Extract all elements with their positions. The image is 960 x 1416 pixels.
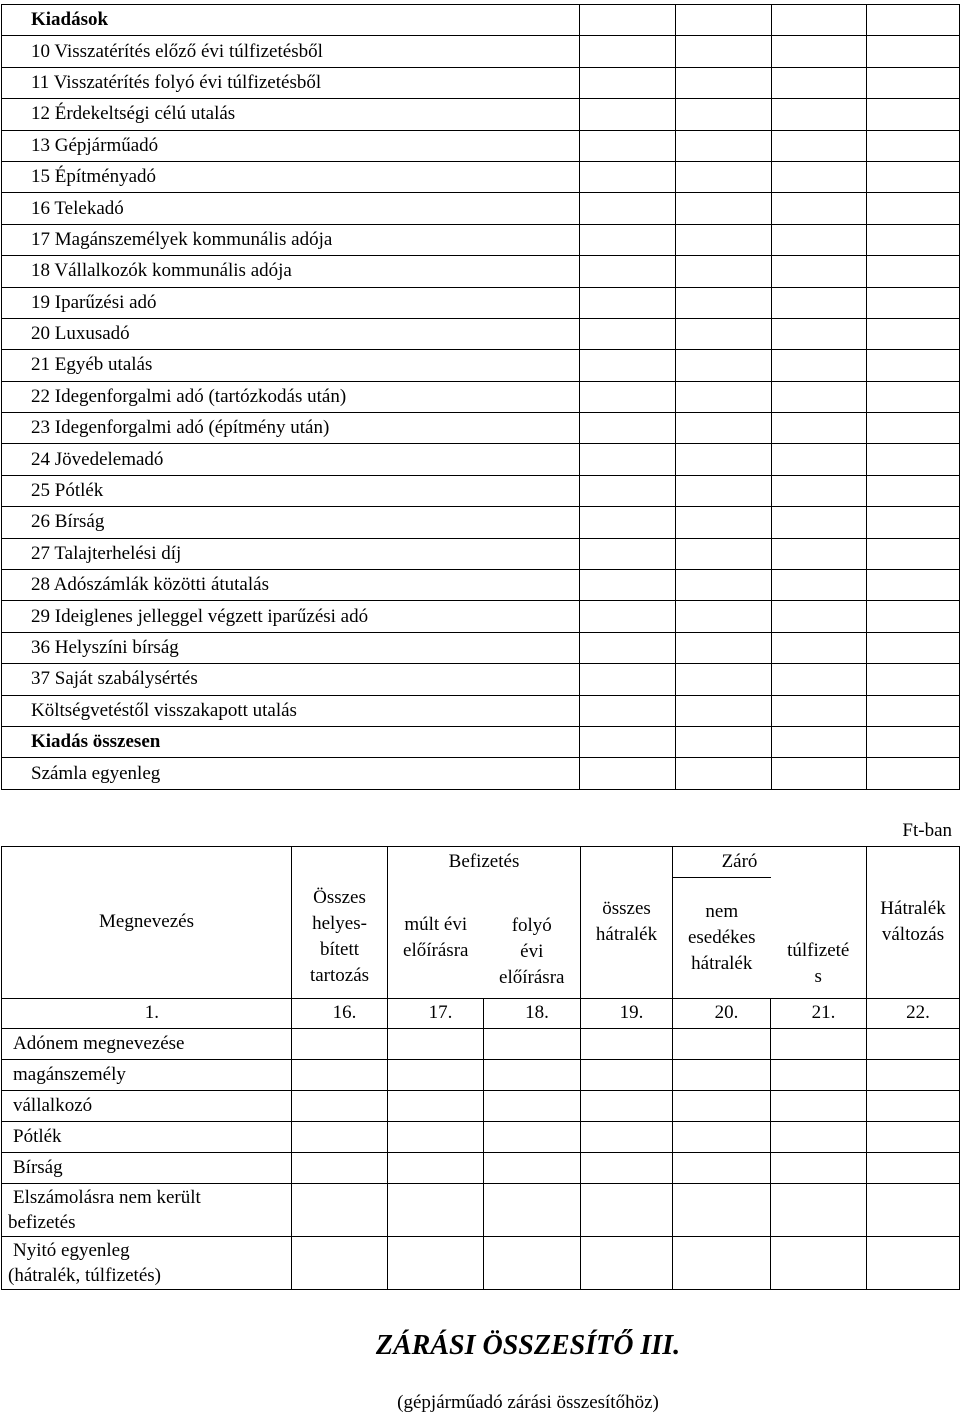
table-row	[2, 1152, 960, 1183]
kiadas-osszesen-row	[2, 726, 960, 757]
value-cell	[580, 5, 676, 36]
kiadas-row	[2, 193, 960, 224]
value-cell	[867, 99, 960, 130]
value-cell	[867, 161, 960, 192]
kiadas-row-label: 24 Jövedelemadó	[2, 444, 580, 475]
kiadas-row	[2, 256, 960, 287]
kiadas-osszesen-row-label: Kiadás összesen	[2, 726, 580, 757]
value-cell	[580, 413, 676, 444]
value-cell	[867, 632, 960, 663]
value-cell	[676, 318, 772, 349]
kiadas-row-label: 10 Visszatérítés előző évi túlfizetésből	[2, 36, 580, 67]
kiadas-row-label: 29 Ideiglenes jelleggel végzett iparűzési adó	[2, 601, 580, 632]
value-cell	[772, 36, 867, 67]
kiadas-row-label: 28 Adószámlák közötti átutalás	[2, 570, 580, 601]
value-cell	[867, 444, 960, 475]
value-cell	[580, 507, 676, 538]
value-cell	[484, 1183, 581, 1236]
value-cell	[676, 381, 772, 412]
value-cell	[580, 99, 676, 130]
kiadasok-header-row-label: Kiadások	[2, 5, 580, 36]
value-cell	[580, 161, 676, 192]
value-cell	[867, 256, 960, 287]
value-cell	[676, 36, 772, 67]
value-cell	[772, 695, 867, 726]
value-cell	[772, 570, 867, 601]
value-cell	[484, 1059, 581, 1090]
value-cell	[292, 1028, 388, 1059]
value-cell	[676, 193, 772, 224]
column-number: 16.	[292, 998, 388, 1028]
value-cell	[580, 444, 676, 475]
value-cell	[867, 1152, 960, 1183]
value-cell	[388, 1121, 484, 1152]
value-cell	[484, 1090, 581, 1121]
value-cell	[676, 601, 772, 632]
column-number: 21.	[771, 998, 867, 1028]
value-cell	[581, 1121, 673, 1152]
value-cell	[388, 1090, 484, 1121]
header-nem-esedekes: nem esedékes hátralék	[673, 878, 771, 999]
kiadas-row	[2, 475, 960, 506]
kiadas-row-label: 27 Talajterhelési díj	[2, 538, 580, 569]
kiadas-row	[2, 287, 960, 318]
value-cell	[867, 664, 960, 695]
header-zaro: Záró	[673, 847, 867, 878]
value-cell	[581, 1028, 673, 1059]
value-cell	[771, 1183, 867, 1236]
value-cell	[867, 287, 960, 318]
value-cell	[772, 664, 867, 695]
table-row	[2, 1236, 960, 1289]
value-cell	[581, 1183, 673, 1236]
value-cell	[867, 475, 960, 506]
value-cell	[771, 1090, 867, 1121]
value-cell	[867, 758, 960, 789]
value-cell	[867, 318, 960, 349]
value-cell	[580, 67, 676, 98]
value-cell	[772, 130, 867, 161]
value-cell	[676, 632, 772, 663]
value-cell	[867, 1090, 960, 1121]
value-cell	[581, 1152, 673, 1183]
value-cell	[581, 1236, 673, 1289]
table-row	[2, 1090, 960, 1121]
value-cell	[867, 67, 960, 98]
column-number: 20.	[673, 998, 771, 1028]
kiadas-row	[2, 413, 960, 444]
value-cell	[484, 1028, 581, 1059]
value-cell	[771, 1152, 867, 1183]
kiadas-row-label: 17 Magánszemélyek kommunális adója	[2, 224, 580, 255]
kiadas-row	[2, 601, 960, 632]
value-cell	[580, 601, 676, 632]
value-cell	[867, 224, 960, 255]
value-cell	[581, 1090, 673, 1121]
value-cell	[580, 193, 676, 224]
value-cell	[772, 601, 867, 632]
kiadas-row	[2, 381, 960, 412]
header-megnevezes: Megnevezés	[2, 847, 292, 999]
table-row	[2, 1183, 960, 1236]
row-label: Elszámolásra nem került befizetés	[2, 1183, 292, 1236]
value-cell	[580, 695, 676, 726]
value-cell	[867, 570, 960, 601]
value-cell	[772, 758, 867, 789]
kiadas-row-label: 26 Bírság	[2, 507, 580, 538]
value-cell	[867, 413, 960, 444]
row-label: Bírság	[2, 1152, 292, 1183]
value-cell	[580, 726, 676, 757]
value-cell	[676, 67, 772, 98]
value-cell	[673, 1028, 771, 1059]
page-title: ZÁRÁSI ÖSSZESÍTŐ III.	[375, 1330, 681, 1361]
value-cell	[580, 36, 676, 67]
kiadas-row-label: 18 Vállalkozók kommunális adója	[2, 256, 580, 287]
row-label: Adónem megnevezése	[2, 1028, 292, 1059]
value-cell	[772, 350, 867, 381]
value-cell	[676, 726, 772, 757]
value-cell	[771, 1028, 867, 1059]
value-cell	[676, 695, 772, 726]
value-cell	[867, 350, 960, 381]
value-cell	[581, 1059, 673, 1090]
value-cell	[676, 570, 772, 601]
column-number: 1.	[2, 998, 292, 1028]
value-cell	[676, 444, 772, 475]
value-cell	[580, 130, 676, 161]
value-cell	[867, 507, 960, 538]
value-cell	[772, 538, 867, 569]
kiadas-row	[2, 99, 960, 130]
column-number: 22.	[867, 998, 960, 1028]
value-cell	[772, 161, 867, 192]
value-cell	[484, 1152, 581, 1183]
value-cell	[676, 507, 772, 538]
kiadas-row	[2, 695, 960, 726]
value-cell	[580, 664, 676, 695]
table-row	[2, 1121, 960, 1152]
kiadas-row	[2, 632, 960, 663]
kiadas-row-label: 12 Érdekeltségi célú utalás	[2, 99, 580, 130]
kiadas-row-label: 36 Helyszíni bírság	[2, 632, 580, 663]
header-osszes-tartozas: Összes helyes- bített tartozás	[292, 847, 388, 999]
value-cell	[484, 1236, 581, 1289]
value-cell	[772, 444, 867, 475]
value-cell	[867, 601, 960, 632]
value-cell	[580, 256, 676, 287]
value-cell	[772, 193, 867, 224]
value-cell	[771, 1121, 867, 1152]
value-cell	[772, 99, 867, 130]
value-cell	[673, 1236, 771, 1289]
header-tulfizetes: túlfizeté s	[771, 878, 867, 999]
kiadas-row-label: 25 Pótlék	[2, 475, 580, 506]
value-cell	[867, 5, 960, 36]
value-cell	[388, 1183, 484, 1236]
kiadas-row	[2, 350, 960, 381]
value-cell	[580, 570, 676, 601]
value-cell	[867, 1236, 960, 1289]
value-cell	[676, 161, 772, 192]
value-cell	[580, 538, 676, 569]
kiadas-row	[2, 538, 960, 569]
kiadas-row-label: 15 Építményadó	[2, 161, 580, 192]
value-cell	[676, 99, 772, 130]
column-number: 17.	[388, 998, 484, 1028]
header-hatralek-valtozas: Hátralék változás	[867, 847, 960, 999]
value-cell	[867, 695, 960, 726]
value-cell	[580, 224, 676, 255]
kiadasok-header-row	[2, 5, 960, 36]
value-cell	[580, 350, 676, 381]
value-cell	[676, 256, 772, 287]
value-cell	[580, 287, 676, 318]
value-cell	[292, 1152, 388, 1183]
value-cell	[580, 632, 676, 663]
kiadas-row	[2, 570, 960, 601]
kiadas-row	[2, 161, 960, 192]
value-cell	[867, 130, 960, 161]
kiadas-row-label: 20 Luxusadó	[2, 318, 580, 349]
kiadas-row-label: 22 Idegenforgalmi adó (tartózkodás után)	[2, 381, 580, 412]
value-cell	[772, 256, 867, 287]
value-cell	[580, 318, 676, 349]
value-cell	[772, 318, 867, 349]
value-cell	[867, 381, 960, 412]
header-folyo-evi: folyó évi előírásra	[484, 878, 581, 999]
value-cell	[484, 1121, 581, 1152]
kiadasok-table	[1, 4, 960, 790]
kiadas-row-label: 11 Visszatérítés folyó évi túlfizetésből	[2, 67, 580, 98]
kiadas-row	[2, 664, 960, 695]
value-cell	[388, 1236, 484, 1289]
value-cell	[867, 1028, 960, 1059]
value-cell	[676, 475, 772, 506]
kiadas-row-label: 21 Egyéb utalás	[2, 350, 580, 381]
column-number-row	[2, 998, 960, 1028]
value-cell	[772, 507, 867, 538]
value-cell	[867, 1183, 960, 1236]
row-label: vállalkozó	[2, 1090, 292, 1121]
value-cell	[676, 758, 772, 789]
value-cell	[772, 287, 867, 318]
kiadas-row-label: Költségvetéstől visszakapott utalás	[2, 695, 580, 726]
value-cell	[772, 381, 867, 412]
header-mult-evi: múlt évi előírásra	[388, 878, 484, 999]
value-cell	[867, 193, 960, 224]
value-cell	[292, 1059, 388, 1090]
header-befizetes: Befizetés	[388, 847, 581, 878]
value-cell	[580, 381, 676, 412]
unit-label: Ft-ban	[902, 820, 952, 841]
value-cell	[580, 758, 676, 789]
value-cell	[772, 726, 867, 757]
value-cell	[867, 538, 960, 569]
value-cell	[676, 350, 772, 381]
row-label: magánszemély	[2, 1059, 292, 1090]
value-cell	[673, 1090, 771, 1121]
kiadas-row-label: 23 Idegenforgalmi adó (építmény után)	[2, 413, 580, 444]
value-cell	[867, 726, 960, 757]
value-cell	[772, 413, 867, 444]
value-cell	[867, 1059, 960, 1090]
value-cell	[292, 1236, 388, 1289]
page-subtitle: (gépjárműadó zárási összesítőhöz)	[397, 1392, 659, 1413]
value-cell	[771, 1059, 867, 1090]
kiadas-row	[2, 444, 960, 475]
value-cell	[772, 632, 867, 663]
value-cell	[673, 1059, 771, 1090]
value-cell	[292, 1090, 388, 1121]
value-cell	[772, 67, 867, 98]
value-cell	[772, 224, 867, 255]
value-cell	[771, 1236, 867, 1289]
row-label: Nyitó egyenleg (hátralék, túlfizetés)	[2, 1236, 292, 1289]
row-label: Pótlék	[2, 1121, 292, 1152]
value-cell	[676, 5, 772, 36]
szamla-egyenleg-row	[2, 758, 960, 789]
value-cell	[580, 475, 676, 506]
kiadas-row	[2, 318, 960, 349]
value-cell	[673, 1121, 771, 1152]
kiadas-row	[2, 130, 960, 161]
value-cell	[772, 5, 867, 36]
kiadas-row	[2, 507, 960, 538]
header-osszes-hatralek: összes hátralék	[581, 847, 673, 999]
kiadas-row-label: 13 Gépjárműadó	[2, 130, 580, 161]
kiadas-row-label: 19 Iparűzési adó	[2, 287, 580, 318]
value-cell	[676, 664, 772, 695]
value-cell	[867, 36, 960, 67]
kiadas-row-label: 16 Telekadó	[2, 193, 580, 224]
table-row	[2, 1028, 960, 1059]
value-cell	[292, 1121, 388, 1152]
value-cell	[292, 1183, 388, 1236]
value-cell	[388, 1152, 484, 1183]
column-number: 18.	[484, 998, 581, 1028]
value-cell	[772, 475, 867, 506]
szamla-egyenleg-row-label: Számla egyenleg	[2, 758, 580, 789]
value-cell	[676, 224, 772, 255]
column-number: 19.	[581, 998, 673, 1028]
zarasi-osszesito-table	[1, 846, 960, 1290]
kiadas-row	[2, 36, 960, 67]
value-cell	[867, 1121, 960, 1152]
value-cell	[676, 130, 772, 161]
value-cell	[673, 1183, 771, 1236]
kiadas-row	[2, 67, 960, 98]
value-cell	[676, 413, 772, 444]
kiadas-row	[2, 224, 960, 255]
value-cell	[676, 538, 772, 569]
value-cell	[676, 287, 772, 318]
value-cell	[388, 1059, 484, 1090]
kiadas-row-label: 37 Saját szabálysértés	[2, 664, 580, 695]
value-cell	[673, 1152, 771, 1183]
table-row	[2, 1059, 960, 1090]
value-cell	[388, 1028, 484, 1059]
